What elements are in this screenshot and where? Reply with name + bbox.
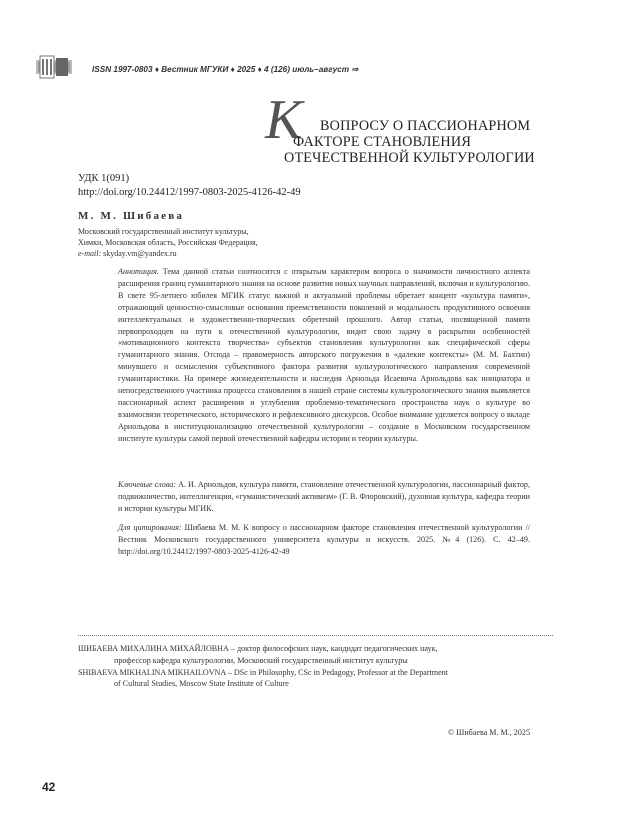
email-label: e-mail: [78,249,102,258]
author-email [78,249,177,258]
citation-text: Шибаева М. М. К вопросу о пассионарном факторе становления отечественной культурологии // Вестник Московского государственного университета культуры и искусств. 2025. №4 (126). С. 42–49. http://doi.org/10.24412/1997-0803-2025-4126-42-49 [118,523,530,556]
citation-label: Для цитирования: [118,523,182,532]
email-address[interactable]: skyday.vm@yandex.ru [103,249,177,258]
title-line-1: ВОПРОСУ О ПАССИОНАРНОМ [320,118,531,134]
bio-ru-line-2: профессор кафедра культурологии, Московский государственный институт культуры [114,655,408,665]
abstract [118,266,530,445]
issn-line: ISSN 1997-0803 ♦ Вестник МГУКИ ♦ 2025 ♦ 4 (126) июль–август ⇒ [92,65,359,74]
abstract-text: Тема данной статьи соотносится с открытым характером вопроса о значимости личностного аспекта расширения границ гуманитарного знания на основе развития новых научных направлений, включая и культурологию. В свете 95-летнего юбилея МГИК статус важной и актуальной проблемы обретает концепт «культура памяти», отражающий ценностно-смысловые основания преемственности поколений и модальность продуктивного освоения интеллектуальных и художественно-творческих обретений прошлого. Автор статьи, посвященной памяти первопроходцев на пути к отечественной культурологии, видит свою задачу в раскрытии особенностей «мотивационного контекста творчества» субъектов становления культурологии как специфической сферы гуманитарного знания. Отсюда – правомерность авторского погружения в «далекие контексты» (М. М. Бахтин) минувшего и осмысления субъективного фактора развития культурологического направления современной гуманитаристики. На примере жизнедеятельности и наследия Арнольда Исаевича Арнольдова как инициатора и непосредственного участника процесса становления в нашей стране системы культурологического знания выявляется пассионарный аспект расширения и углубления проблемно-тематического пространства наук о культуре во взаимосвязи теоретического, исторического и рефлексивного дискурсов. Особое внимание уделяется вопросу о вкладе Арнольдова в институционализацию отечественной культурологии – создание в Московском государственном институте культуры самой первой отечественной кафедры истории и теории культуры. [118,267,530,443]
article-title [265,89,565,168]
author-affiliation: Московский государственный институт культуры, [78,227,249,236]
title-line-2: ФАКТОРЕ СТАНОВЛЕНИЯ [293,134,471,150]
copyright: © Шибаева М. М., 2025 [447,728,530,737]
abstract-label: Аннотация. [118,267,159,276]
bio-en-line-2: of Cultural Studies, Moscow State Institute of Culture [114,679,289,689]
bio-ru-line-1: ШИБАЕВА МИХАЛИНА МИХАЙЛОВНА – доктор философских наук, кандидат педагогических наук, [78,644,438,653]
page-number: 42 [42,780,56,794]
udk-code: УДК 1(091) [78,173,130,184]
bio-en-line-1: SHIBAEVA MIKHALINA MIKHAILOVNA – DSc in Philosophy, CSc in Pedagogy, Professor at the Department [78,667,448,677]
author-name: М. М. Шибаева [78,210,185,222]
footnote-separator [78,635,553,636]
title-initial: К [265,89,303,151]
title-line-3: ОТЕЧЕСТВЕННОЙ КУЛЬТУРОЛОГИИ [284,150,535,166]
keywords [118,479,530,515]
keywords-text: А. И. Арнольдов, культура памяти, становление отечественной культурологии, пассионарный фактор, подвижничество, интеллигенция, «гуманистический активизм» (Г. В. Флоровский), духовная культура, кафедра теории и истории культуры МГИК. [118,480,530,513]
citation [118,522,530,558]
keywords-label: Ключевые слова: [118,480,177,489]
doi-link[interactable]: http://doi.org/10.24412/1997-0803-2025-4126-42-49 [78,187,301,198]
journal-header [36,64,358,74]
author-bio [78,643,553,690]
author-location: Химки, Московская область, Российская Федерация, [78,238,258,247]
